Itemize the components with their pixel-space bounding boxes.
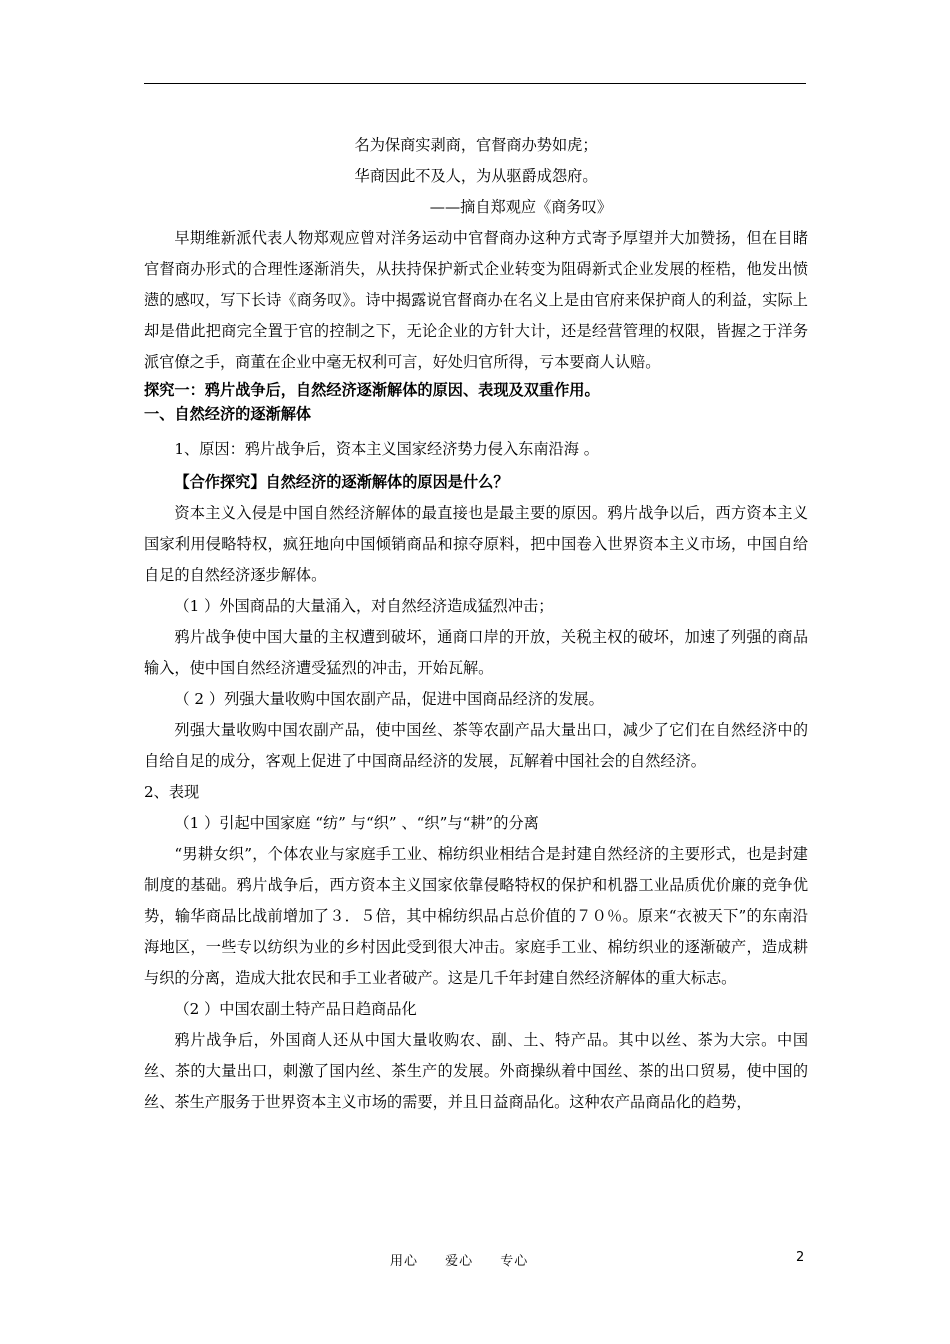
cause-paragraph: 资本主义入侵是中国自然经济解体的最直接也是最主要的原因。鸦片战争以后，西方资本主义国家利用侵略特权，疯狂地向中国倾销商品和掠夺原料，把中国卷入世界资本主义市场，中国自给自足的自然经济逐步解体。	[144, 504, 808, 584]
page-content	[144, 130, 808, 1118]
coop-heading: 【合作探究】自然经济的逐渐解体的原因是什么？	[174, 473, 509, 491]
point-1: （1 ）外国商品的大量涌入，对自然经济造成猛烈冲击；	[174, 597, 554, 615]
intro-paragraph: 早期维新派代表人物郑观应曾对洋务运动中官督商办这种方式寄予厚望并大加赞扬，但在目睹官督商办形式的合理性逐渐消失，从扶持保护新式企业转变为阻碍新式企业发展的桎梏，他发出愤懑的感叹，写下长诗《商务叹》。诗中揭露说官督商办在名义上是由官府来保护商人的利益，实际上却是借此把商完全置于官的控制之下，无论企业的方针大计，还是经营管理的权限，皆握之于洋务派官僚之手，商董在企业中毫无权利可言，好处归官所得，亏本要商人认赔。	[144, 229, 808, 371]
section-heading: 一、自然经济的逐渐解体	[144, 405, 312, 423]
manifest-2: （2 ）中国农副土特产品日趋商品化	[174, 1000, 417, 1018]
header-rule	[144, 83, 806, 84]
manifest-1: （1 ）引起中国家庭 “纺” 与“织” 、“织”与“耕”的分离	[174, 814, 539, 832]
poem-line-1: 名为保商实剥商，官督商办势如虎；	[354, 136, 598, 154]
page-number: 2	[796, 1250, 805, 1265]
point-2: （ 2 ）列强大量收购中国农副产品，促进中国商品经济的发展。	[174, 690, 604, 708]
manifest-2-paragraph: 鸦片战争后，外国商人还从中国大量收购农、副、土、特产品。其中以丝、茶为大宗。中国丝、茶的大量出口，刺激了国内丝、茶生产的发展。外商操纵着中国丝、茶的出口贸易，使中国的丝、茶生产服务于世界资本主义市场的需要，并且日益商品化。这种农产品商品化的趋势，	[144, 1031, 808, 1111]
poem-line-2: 华商因此不及人，为从驱爵成怨府。	[354, 167, 598, 185]
poem-source: ——摘自郑观应《商务叹》	[429, 198, 612, 216]
inquiry-heading: 探究一：鸦片战争后，自然经济逐渐解体的原因、表现及双重作用。	[144, 381, 600, 399]
manifest-1-paragraph: “男耕女织”，个体农业与家庭手工业、棉纺织业相结合是封建自然经济的主要形式，也是封建制度的基础。鸦片战争后，西方资本主义国家依靠侵略特权的保护和机器工业品质优价廉的竞争优势，输华商品比战前增加了３．５倍，其中棉纺织品占总价值的７０％。原来“衣被天下”的东南沿海地区，一些专以纺织为业的乡村因此受到很大冲击。家庭手工业、棉纺织业的逐渐破产，造成耕与织的分离，造成大批农民和手工业者破产。这是几千年封建自然经济解体的重大标志。	[144, 845, 808, 987]
cause-line: 1、原因：鸦片战争后，资本主义国家经济势力侵入东南沿海 。	[174, 440, 599, 458]
point-1-paragraph: 鸦片战争使中国大量的主权遭到破坏，通商口岸的开放，关税主权的破坏，加速了列强的商品输入，使中国自然经济遭受猛烈的冲击，开始瓦解。	[144, 628, 808, 677]
point-2-paragraph: 列强大量收购中国农副产品，使中国丝、茶等农副产品大量出口，减少了它们在自然经济中的自给自足的成分，客观上促进了中国商品经济的发展，瓦解着中国社会的自然经济。	[144, 721, 808, 770]
footer-motto: 用心 爱心 专心	[390, 1254, 529, 1269]
manifest-line: 2、表现	[144, 783, 200, 801]
